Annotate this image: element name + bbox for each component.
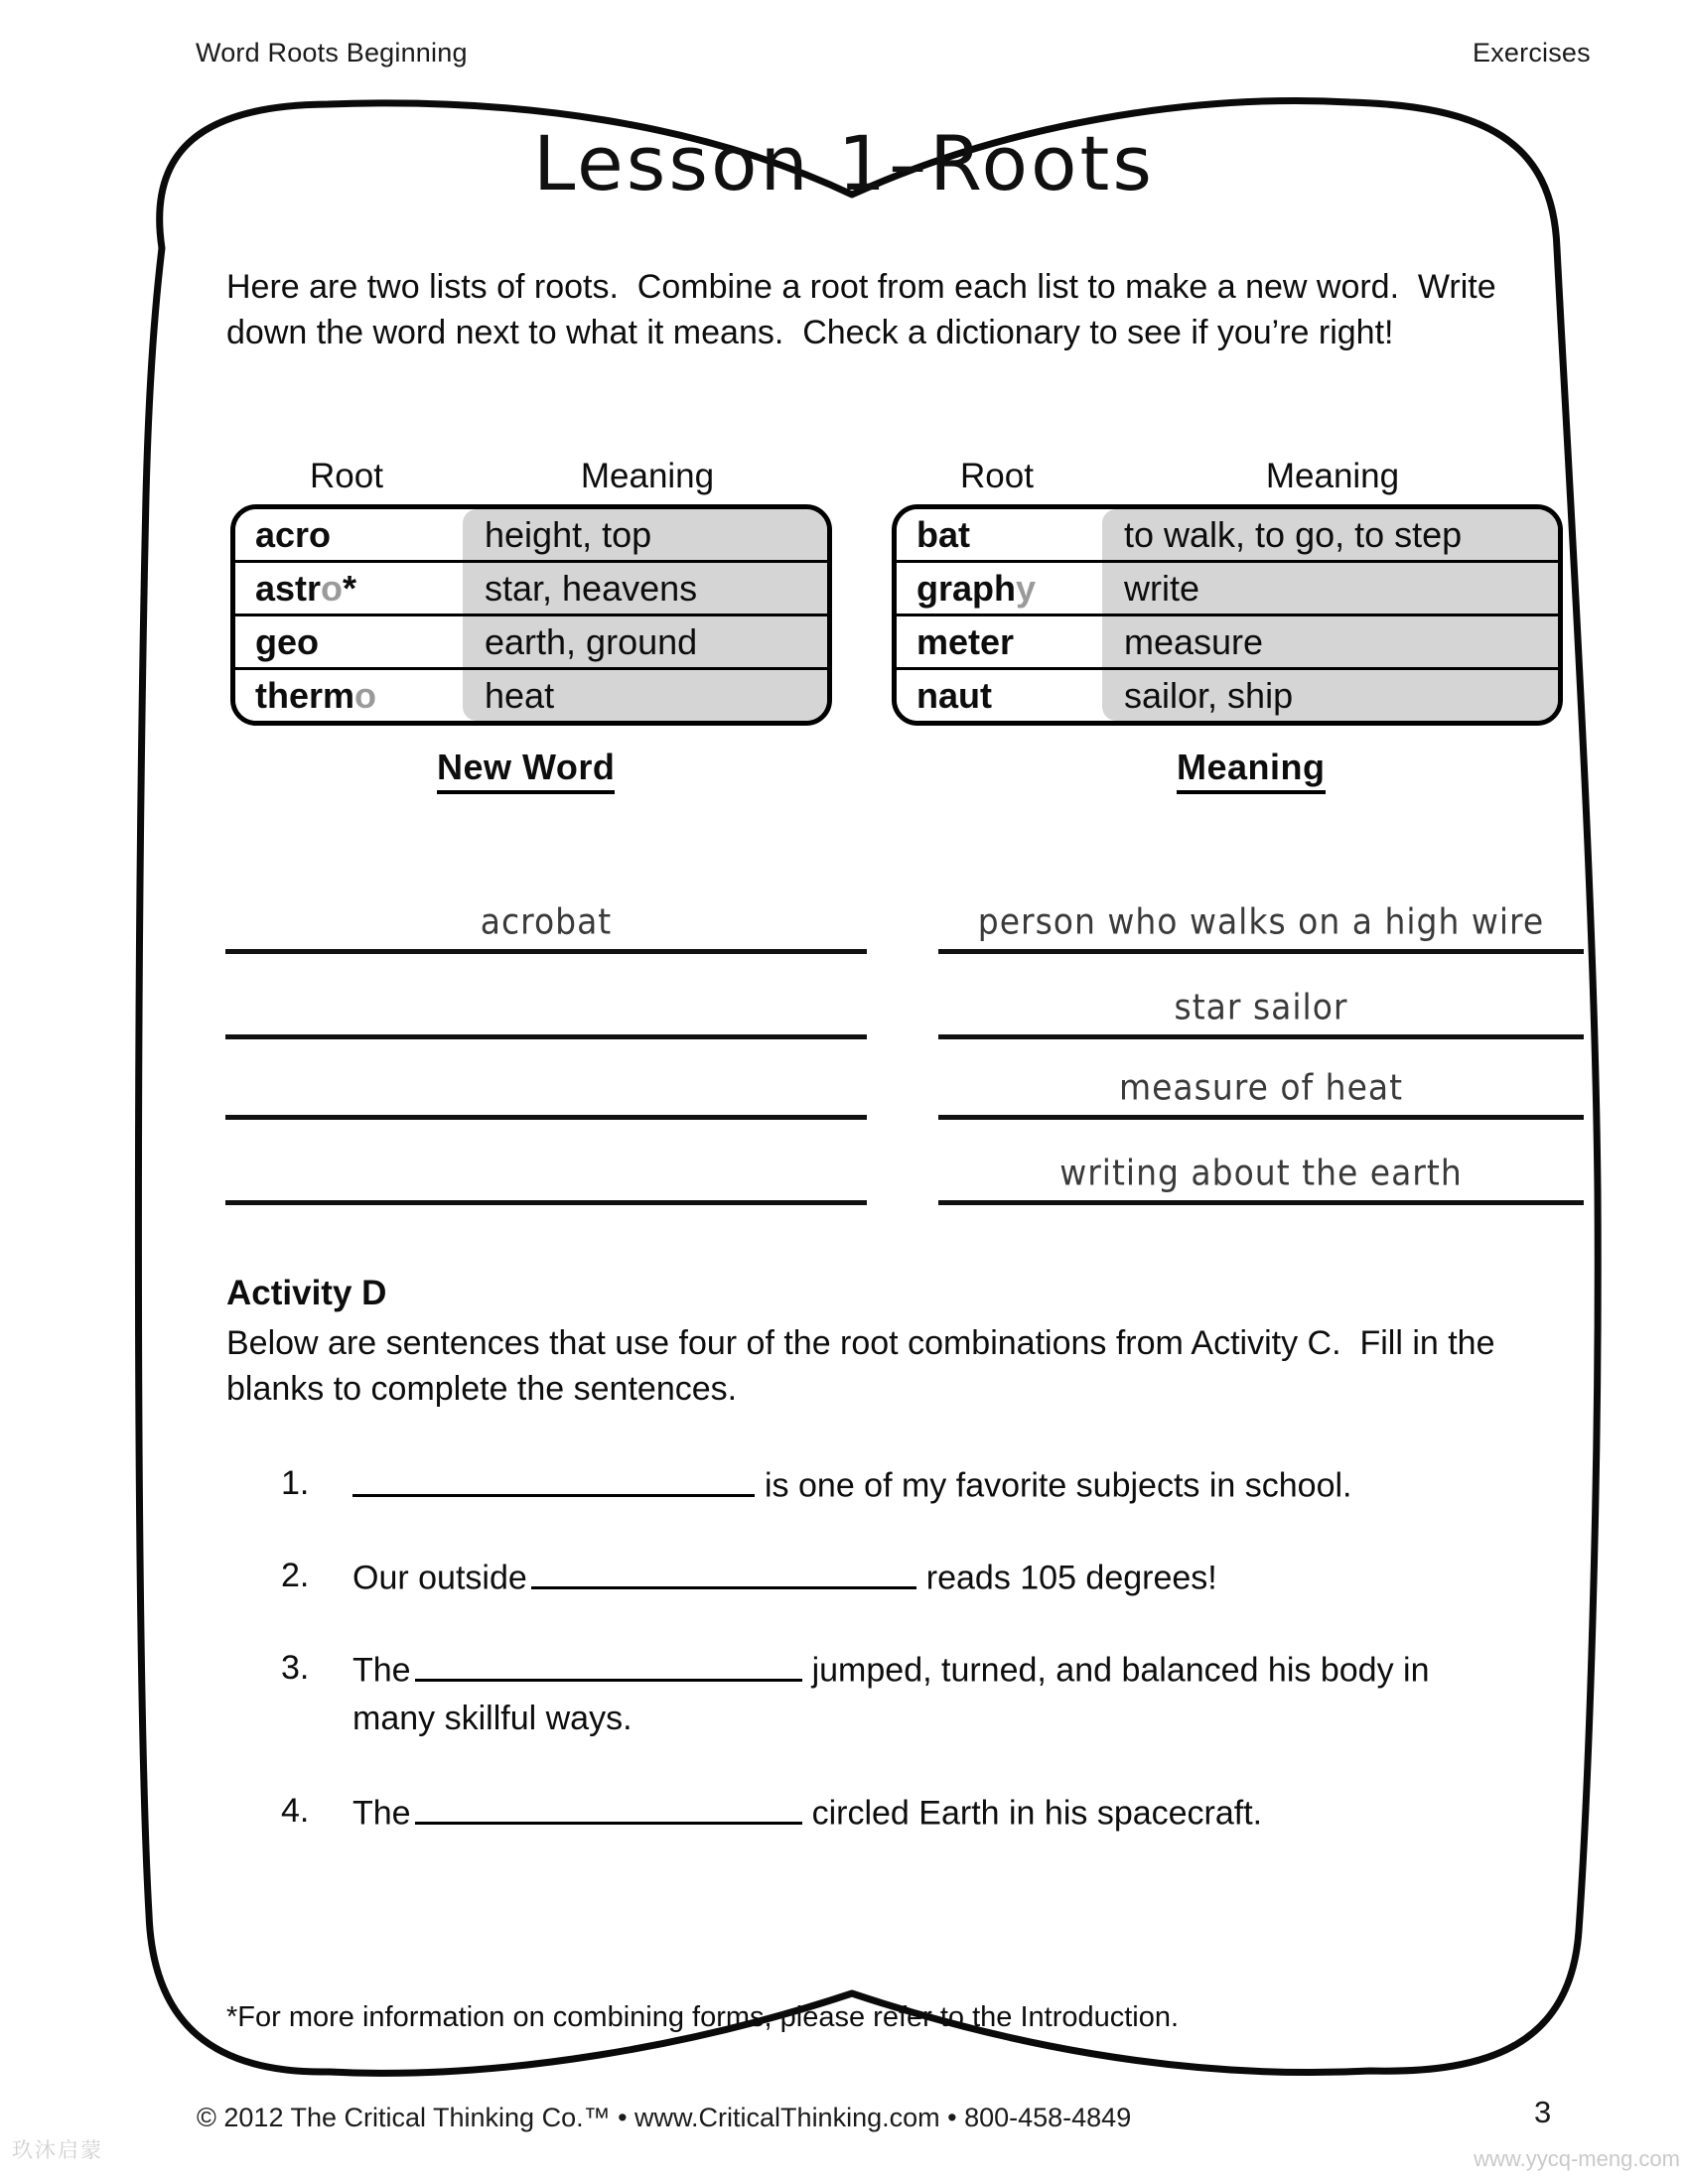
table-row bbox=[235, 667, 827, 721]
meaning-cell: write bbox=[1102, 563, 1558, 614]
sentence-number: 4. bbox=[281, 1792, 310, 1830]
combining-forms-footnote: *For more information on combining forms, please refer to the Introduction. bbox=[226, 2001, 1180, 2033]
root-cell bbox=[897, 563, 1102, 614]
new-word-answer-line-3[interactable] bbox=[225, 1069, 867, 1120]
root-cell bbox=[235, 563, 463, 614]
handwritten-answer: writing about the earth bbox=[1059, 1151, 1463, 1193]
new-word-answer-line-1[interactable] bbox=[225, 899, 867, 954]
meaning-cell: star, heavens bbox=[463, 563, 827, 614]
sentence-1 bbox=[281, 1459, 1484, 1510]
table-row bbox=[235, 509, 827, 560]
fill-in-blank-1[interactable] bbox=[352, 1459, 755, 1497]
root-combining-letter: o bbox=[321, 567, 344, 609]
lesson-title: Lesson 1–Roots bbox=[533, 119, 1155, 207]
root-footnote-mark: * bbox=[343, 567, 357, 609]
meaning-answer-line-2[interactable] bbox=[938, 985, 1584, 1039]
meaning-column-header: Meaning bbox=[580, 457, 715, 495]
root-column-header: Root bbox=[960, 457, 1034, 495]
sentence-post-text: reads 105 degrees! bbox=[925, 1559, 1217, 1597]
root-text: meter bbox=[916, 620, 1015, 662]
meaning-cell: heat bbox=[463, 670, 827, 721]
sentence-pre-text: The bbox=[352, 1794, 411, 1833]
sentence-post-text: circled Earth in his spacecraft. bbox=[811, 1794, 1263, 1833]
sentence-text bbox=[352, 1787, 1484, 1838]
meaning-answer-line-4[interactable] bbox=[938, 1151, 1584, 1205]
meaning-cell: to walk, to go, to step bbox=[1102, 509, 1558, 560]
root-combining-letter: y bbox=[1016, 567, 1037, 609]
root-text: geo bbox=[255, 620, 320, 662]
sentence-4 bbox=[281, 1787, 1484, 1838]
sentence-post-text: jumped, turned, and balanced his body in many skillful ways. bbox=[352, 1651, 1430, 1737]
sentence-number: 1. bbox=[281, 1464, 310, 1502]
activity-heading: Activity D bbox=[226, 1274, 387, 1312]
root-cell bbox=[897, 616, 1102, 667]
root-text: astr bbox=[255, 567, 322, 609]
meaning-cell: measure bbox=[1102, 616, 1558, 667]
handwritten-answer: measure of heat bbox=[1118, 1065, 1404, 1108]
watermark-chinese: 玖沐启蒙 bbox=[12, 2139, 103, 2162]
meaning-cell: earth, ground bbox=[463, 616, 827, 667]
root-cell bbox=[235, 616, 463, 667]
root-combining-letter: o bbox=[354, 674, 377, 716]
root-text: naut bbox=[916, 674, 992, 716]
meaning-column-head: Meaning bbox=[1177, 747, 1326, 794]
root-text: graph bbox=[916, 567, 1017, 609]
page-number: 3 bbox=[1534, 2095, 1552, 2129]
sentence-3 bbox=[281, 1644, 1484, 1742]
root-text: acro bbox=[255, 513, 332, 555]
fill-in-blank-4[interactable] bbox=[415, 1787, 802, 1825]
sentence-number: 2. bbox=[281, 1557, 310, 1594]
meaning-cell: sailor, ship bbox=[1102, 670, 1558, 721]
sentence-pre-text: Our outside bbox=[352, 1559, 527, 1597]
roots-table-left-box bbox=[230, 504, 832, 726]
roots-table-right-headers bbox=[892, 457, 1563, 496]
fill-in-blank-3[interactable] bbox=[415, 1644, 802, 1682]
handwritten-answer: person who walks on a high wire bbox=[977, 899, 1545, 942]
table-row bbox=[235, 560, 827, 614]
root-text: therm bbox=[255, 674, 355, 716]
roots-table-left bbox=[230, 457, 832, 726]
running-head-right: Exercises bbox=[1473, 38, 1591, 68]
handwritten-answer: star sailor bbox=[1174, 985, 1348, 1027]
roots-table-left-headers bbox=[230, 457, 832, 496]
new-word-column-head: New Word bbox=[437, 747, 615, 794]
sentence-pre-text: The bbox=[352, 1651, 411, 1690]
table-row bbox=[235, 614, 827, 667]
meaning-cell: height, top bbox=[463, 509, 827, 560]
table-row bbox=[897, 509, 1558, 560]
root-cell bbox=[235, 509, 463, 560]
sentence-post-text: is one of my favorite subjects in school. bbox=[765, 1466, 1352, 1505]
handwritten-answer: acrobat bbox=[480, 899, 613, 942]
sentence-2 bbox=[281, 1552, 1484, 1602]
root-cell bbox=[897, 670, 1102, 721]
roots-table-right bbox=[892, 457, 1563, 726]
fill-in-blank-2[interactable] bbox=[531, 1552, 916, 1589]
meaning-answer-line-1[interactable] bbox=[938, 899, 1584, 954]
activity-description: Below are sentences that use four of the root combinations from Activity C. Fill in the blanks to complete the sentences. bbox=[226, 1324, 1504, 1408]
roots-table-right-box bbox=[892, 504, 1563, 726]
new-word-answer-line-2[interactable] bbox=[225, 989, 867, 1039]
sentence-text bbox=[352, 1552, 1484, 1602]
sentence-number: 3. bbox=[281, 1649, 310, 1687]
watermark-url: www.yycq-meng.com bbox=[1474, 2146, 1680, 2171]
meaning-answer-line-3[interactable] bbox=[938, 1065, 1584, 1120]
table-row bbox=[897, 667, 1558, 721]
root-text: bat bbox=[916, 513, 970, 555]
lesson-instructions: Here are two lists of roots. Combine a root from each list to make a new word. Write down the word next to what it means. Check a dictionary to see if you’re right! bbox=[226, 268, 1506, 351]
table-row bbox=[897, 614, 1558, 667]
meaning-column-header: Meaning bbox=[1265, 457, 1400, 495]
sentence-text bbox=[352, 1644, 1484, 1742]
root-column-header: Root bbox=[310, 457, 383, 495]
running-head-left: Word Roots Beginning bbox=[196, 38, 468, 68]
root-cell bbox=[235, 670, 463, 721]
new-word-answer-line-4[interactable] bbox=[225, 1155, 867, 1205]
table-row bbox=[897, 560, 1558, 614]
copyright-line: © 2012 The Critical Thinking Co.™ • www.CriticalThinking.com • 800-458-4849 bbox=[197, 2103, 1132, 2132]
root-cell bbox=[897, 509, 1102, 560]
sentence-text bbox=[352, 1459, 1484, 1510]
